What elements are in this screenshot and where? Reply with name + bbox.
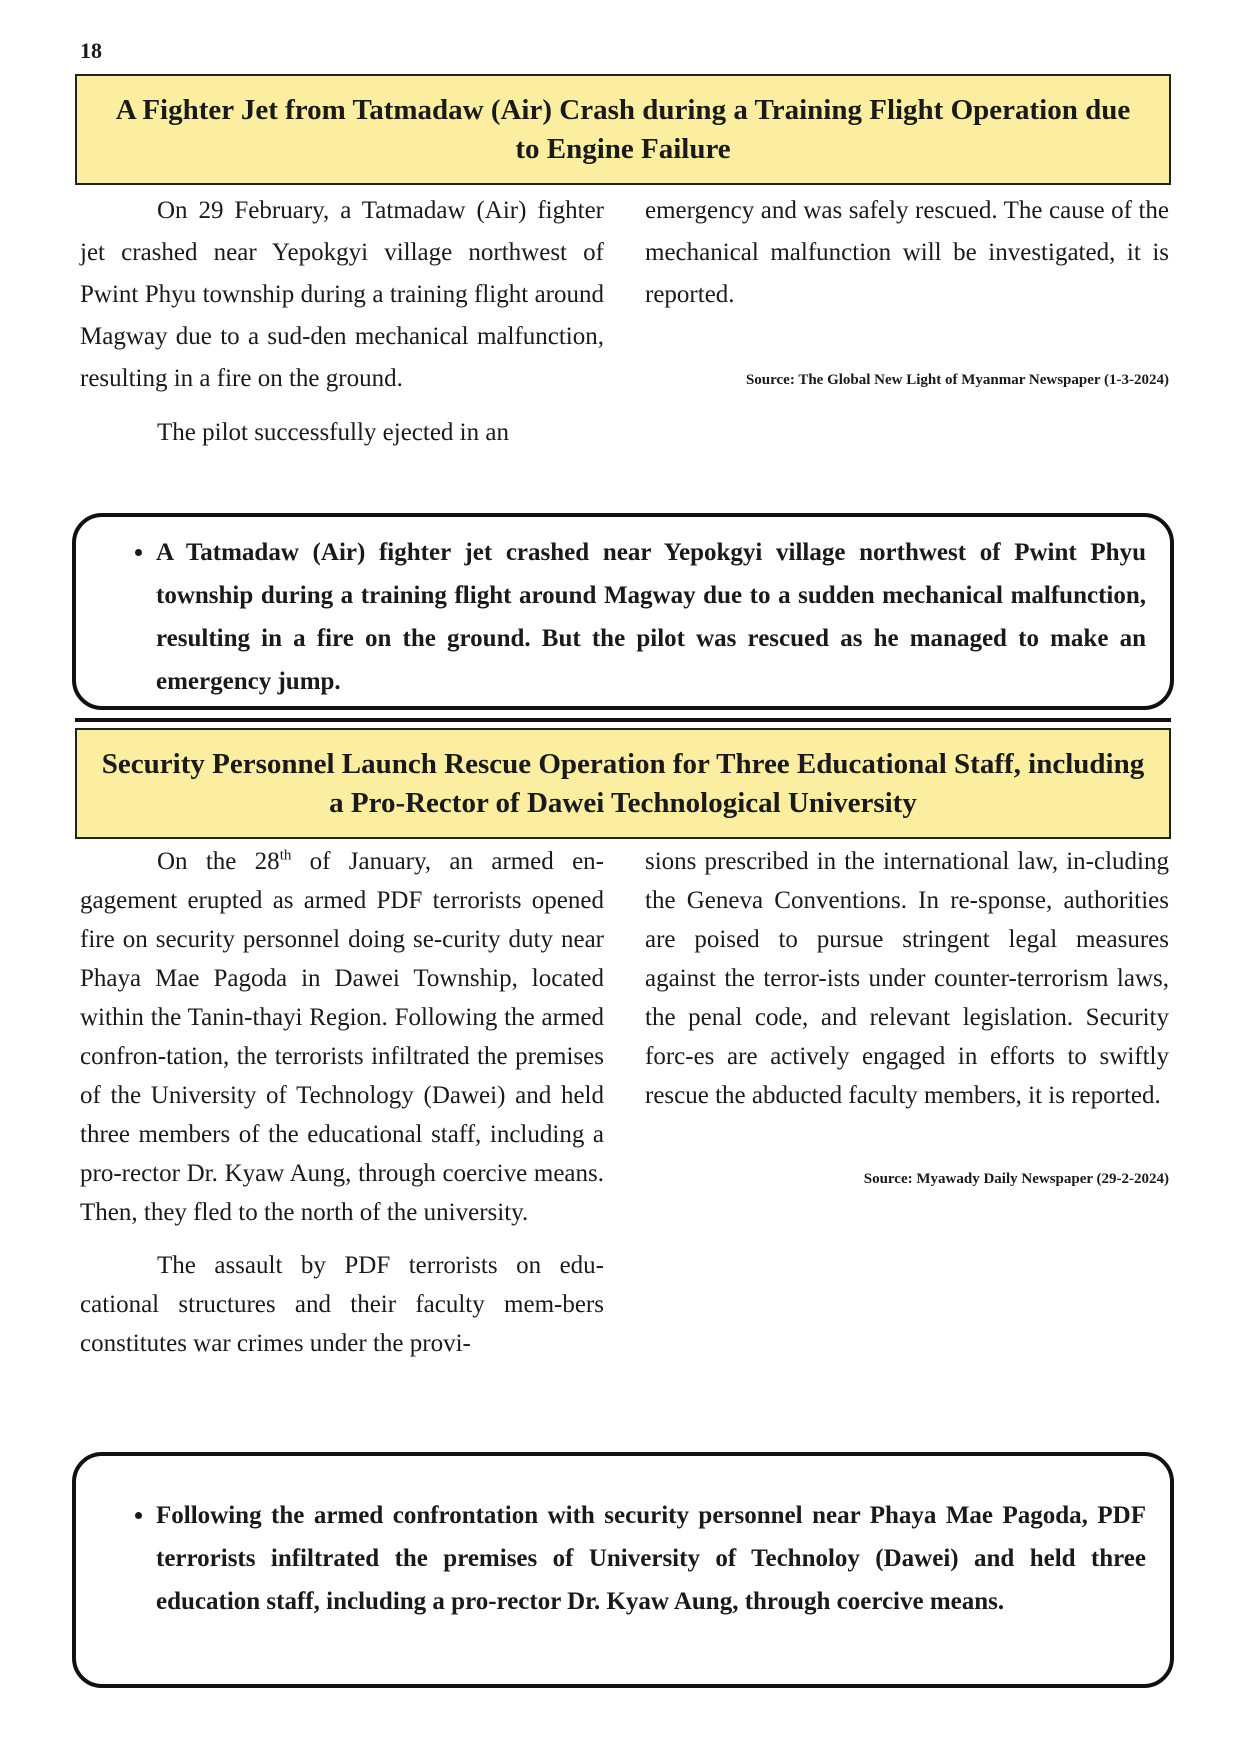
article-paragraph (80, 842, 604, 1232)
article-source: Source: Myawady Daily Newspaper (29-2-2024) (863, 1171, 1169, 1187)
summary-bullet: • Following the armed confrontation with security personnel near Phaya Mae Pagoda, PDF terrorists infiltrated the premises of University of Technoloy (Dawei) and held three education staff, including a pro-rector Dr. Kyaw Aung, through coercive means. (156, 1494, 1146, 1623)
article-paragraph: The pilot successfully ejected in an (157, 419, 509, 446)
paragraph-text: of January, an armed en-gagement erupted as armed PDF terrorists opened fire on security personnel doing se-curity duty near Phaya Mae Pagoda in Dawei Township, located within the Tanin-thayi Region. Following the armed confron-tation, the terrorists infiltrated the premises of the University of Technology (Dawei) and held three members of the educational staff, including a pro-rector Dr. Kyaw Aung, through coercive means. Then, they fled to the north of the university. (80, 848, 604, 1226)
paragraph-text: On the 28 (157, 848, 280, 875)
article-paragraph-continued: sions prescribed in the international law, in-cluding the Geneva Conventions. In re-sponse, authorities are poised to pursue stringent legal measures against the terror-ists under counter-terrorism laws, the penal code, and relevant legislation. Security forc-es are actively engaged in efforts to swiftly rescue the abducted faculty members, it is reported. (645, 848, 1169, 1109)
left-column (80, 190, 604, 454)
summary-bullet: • A Tatmadaw (Air) fighter jet crashed near Yepokgyi village northwest of Pwint Phyu township during a training flight around Magway due to a sudden mechanical malfunction, resulting in a fire on the ground. But the pilot was rescued as he managed to make an emergency jump. (156, 531, 1146, 703)
summary-box (72, 513, 1174, 710)
article-paragraph: The assault by PDF terrorists on edu-cational structures and their faculty mem-bers constitutes war crimes under the provi- (80, 1252, 604, 1357)
ordinal-suffix: th (279, 847, 292, 864)
left-column (80, 842, 604, 1363)
article-paragraph: On 29 February, a Tatmadaw (Air) fighter jet crashed near Yepokgyi village northwest of Pwint Phyu township during a training flight around Magway due to a sud-den mechanical malfunction, resulting in a fire on the ground. (80, 197, 604, 392)
right-column (645, 842, 1169, 1189)
article-headline: Security Personnel Launch Rescue Operation for Three Educational Staff, including a Pro-Rector of Dawei Technological University (75, 728, 1171, 839)
section-divider (75, 718, 1171, 722)
article-source: Source: The Global New Light of Myanmar Newspaper (1-3-2024) (745, 372, 1169, 388)
article-paragraph-continued: emergency and was safely rescued. The cause of the mechanical malfunction will be investigated, it is reported. (645, 197, 1169, 308)
summary-box (72, 1452, 1174, 1688)
right-column (645, 190, 1169, 390)
article-headline: A Fighter Jet from Tatmadaw (Air) Crash during a Training Flight Operation due to Engine Failure (75, 74, 1171, 185)
page-number: 18 (80, 38, 102, 63)
